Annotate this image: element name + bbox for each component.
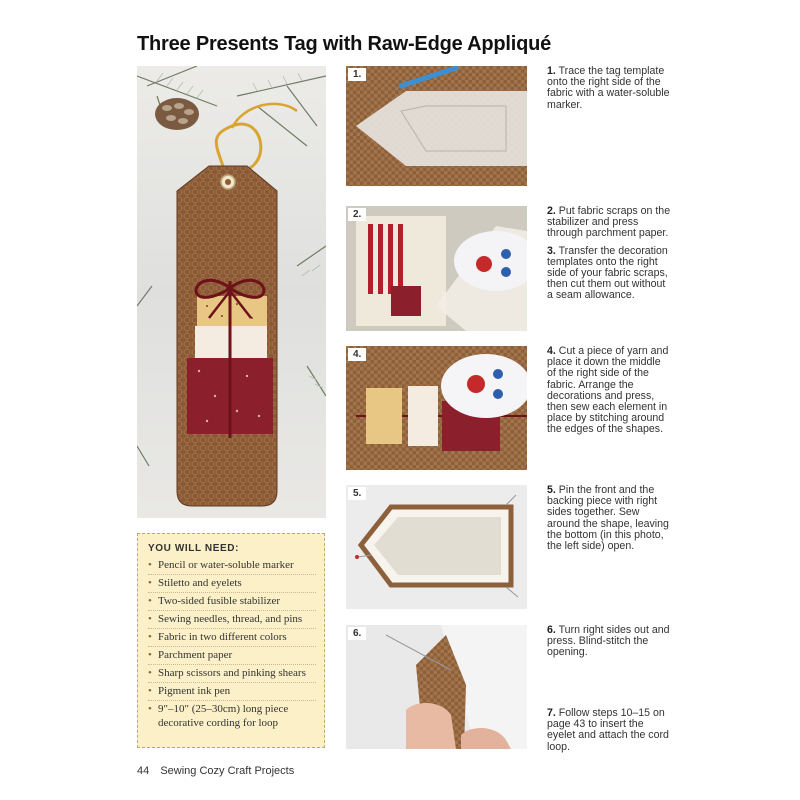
step-4-badge: 4. [348, 348, 366, 361]
step-5-number: 5. [547, 484, 556, 496]
list-item: • 9"–10" (25–30cm) long piece decorative cording for loop [148, 702, 316, 732]
page-number: 44 [137, 765, 150, 777]
step-2-badge: 2. [348, 208, 366, 221]
step-5-badge: 5. [348, 487, 366, 500]
step-5-photo [346, 485, 527, 609]
list-item: • Sewing needles, thread, and pins [148, 612, 316, 629]
step-7-text [547, 708, 672, 759]
step-5-text [547, 485, 672, 558]
page-footer [137, 765, 294, 777]
supplies-list [148, 558, 316, 732]
step-1-number: 1. [547, 65, 556, 77]
step-7-number: 7. [547, 707, 556, 719]
page-title: Three Presents Tag with Raw-Edge Appliqué [137, 33, 552, 55]
step-4-instruction: Cut a piece of yarn and place it down the middle of the right side of the fabric. Arrange the decorations and press, then sew each element in place by stitching around the edges of the shapes. [547, 345, 669, 436]
step-2-photo [346, 206, 527, 331]
step-6-number: 6. [547, 624, 556, 636]
list-item: • Fabric in two different colors [148, 630, 316, 647]
step-1-badge: 1. [348, 68, 366, 81]
step-4-photo [346, 346, 527, 470]
step-1-photo [346, 66, 527, 186]
finished-tag-photo [137, 66, 326, 518]
list-item: • Pencil or water-soluble marker [148, 558, 316, 575]
list-item: • Stiletto and eyelets [148, 576, 316, 593]
list-item: • Parchment paper [148, 648, 316, 665]
step-6-badge: 6. [348, 627, 366, 640]
step-7-instruction: Follow steps 10–15 on page 43 to insert the eyelet and attach the cord loop. [547, 707, 669, 753]
step-6-photo [346, 625, 527, 749]
step-6-text [547, 625, 672, 665]
list-item: • Pigment ink pen [148, 684, 316, 701]
step-2-number: 2. [547, 205, 556, 217]
book-title: Sewing Cozy Craft Projects [160, 765, 295, 777]
list-item: • Two-sided fusible stabilizer [148, 594, 316, 611]
step-6-instruction: Turn right sides out and press. Blind-stitch the opening. [547, 624, 670, 659]
step-3-instruction: Transfer the decoration templates onto the right side of your fabric scraps, then cut them out without a seam allowance. [547, 244, 668, 302]
you-will-need-title: YOU WILL NEED: [148, 543, 239, 554]
list-item: • Sharp scissors and pinking shears [148, 666, 316, 683]
you-will-need-box [137, 533, 325, 748]
step-2-instruction: Put fabric scraps on the stabilizer and press through parchment paper. [547, 205, 671, 240]
step-5-instruction: Pin the front and the backing piece with right sides together. Sew around the shape, leaving the bottom (in this photo, the left side) open. [547, 484, 669, 553]
step-4-text [547, 346, 672, 442]
step-4-number: 4. [547, 345, 556, 357]
step-1-instruction: Trace the tag template onto the right side of the fabric with a water-soluble marker. [547, 65, 670, 111]
step-1-text [547, 66, 672, 117]
step-2-3-text [547, 206, 672, 308]
step-3-number: 3. [547, 244, 556, 257]
